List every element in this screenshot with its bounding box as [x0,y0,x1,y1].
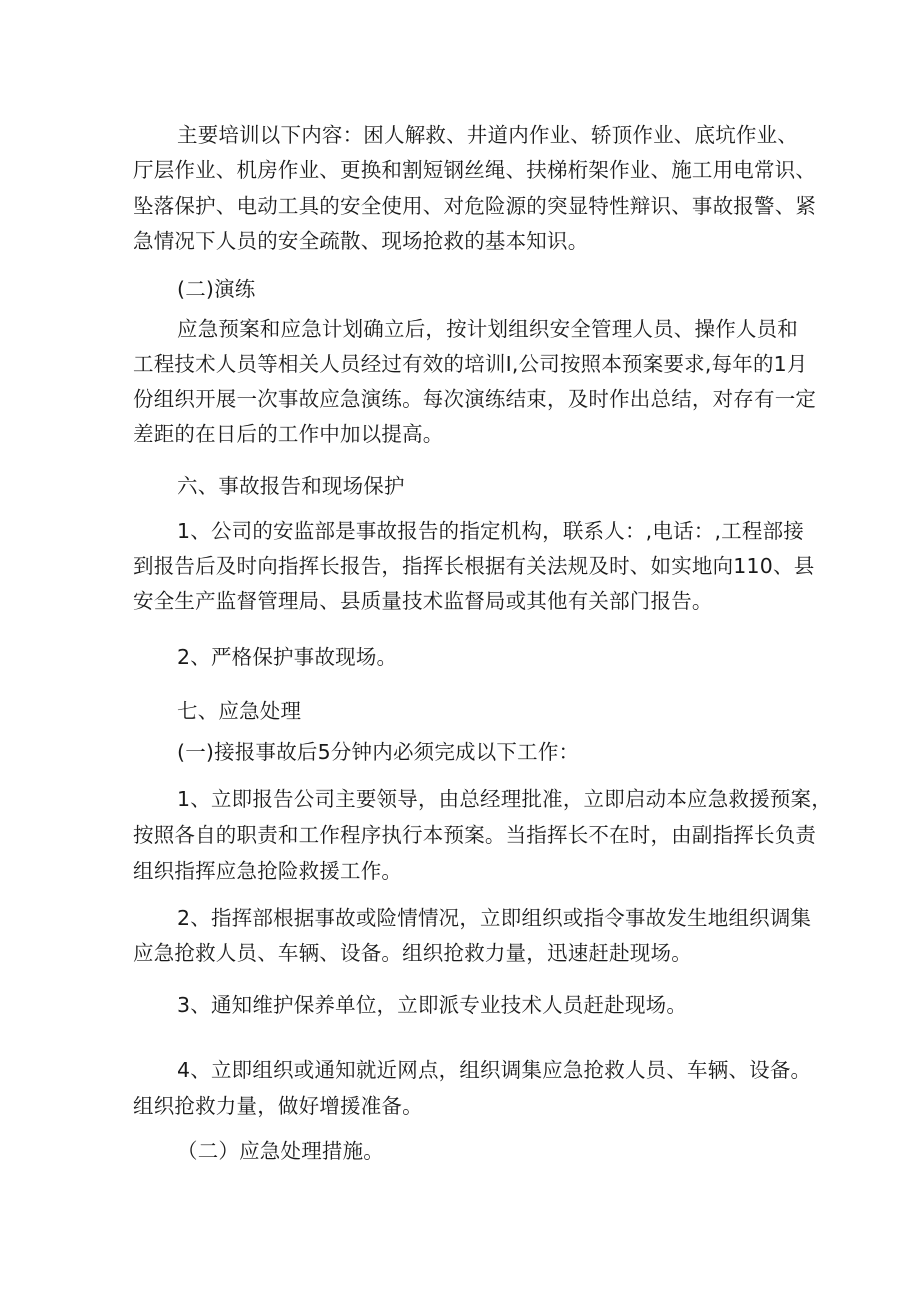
paragraph-line: 主要培训以下内容：困人解救、井道内作业、轿顶作业、底坑作业、 [177,123,798,147]
paragraph-line: (一)接报事故后5分钟内必须完成以下工作： [177,740,580,764]
paragraph-line: 4、立即组织或通知就近网点，组织调集应急抢救人员、车辆、设备。 [177,1058,812,1082]
paragraph-line: 厅层作业、机房作业、更换和割短钢丝绳、扶梯桁架作业、施工用电常识、 [133,158,817,182]
section-heading: 七、应急处理 [177,699,302,723]
paragraph-line: 应急抢救人员、车辆、设备。组织抢救力量，迅速赶赴现场。 [133,941,692,965]
paragraph-line: 组织抢救力量，做好增援准备。 [133,1094,423,1118]
paragraph-line: 坠落保护、电动工具的安全使用、对危险源的突显特性辩识、事故报警、紧 [133,194,817,218]
paragraph-line: 安全生产监督管理局、县质量技术监督局或其他有关部门报告。 [133,589,713,613]
paragraph-line: 按照各自的职责和工作程序执行本预案。当指挥长不在时，由副指挥长负责 [133,823,817,847]
paragraph-line: 应急预案和应急计划确立后，按计划组织安全管理人员、操作人员和 [177,317,798,341]
paragraph-line: 差距的在日后的工作中加以提高。 [133,422,444,446]
paragraph-line: 工程技术人员等相关人员经过有效的培训I,公司按照本预案要求,每年的1月 [133,352,808,376]
paragraph-line: 到报告后及时向指挥长报告，指挥长根据有关法规及时、如实地向110、县 [133,554,815,578]
paragraph-line: 组织指挥应急抢险救援工作。 [133,859,403,883]
paragraph-line: 急情况下人员的安全疏散、现场抢救的基本知识。 [133,229,589,253]
paragraph-line: 3、通知维护保养单位，立即派专业技术人员赶赴现场。 [177,993,688,1017]
section-heading: （二）应急处理措施。 [177,1139,384,1163]
paragraph-line: 2、指挥部根据事故或险情情况，立即组织或指令事故发生地组织调集 [177,906,812,930]
paragraph-line: 2、严格保护事故现场。 [177,645,398,669]
paragraph-line: 份组织开展一次事故应急演练。每次演练结束，及时作出总结，对存有一定 [133,387,817,411]
paragraph-line: 1、公司的安监部是事故报告的指定机构，联系人：,电话：,工程部接 [177,519,804,543]
section-heading: (二)演练 [177,277,256,301]
section-heading: 六、事故报告和现场保护 [177,474,405,498]
paragraph-line: 1、立即报告公司主要领导，由总经理批准，立即启动本应急救援预案， [177,787,832,811]
